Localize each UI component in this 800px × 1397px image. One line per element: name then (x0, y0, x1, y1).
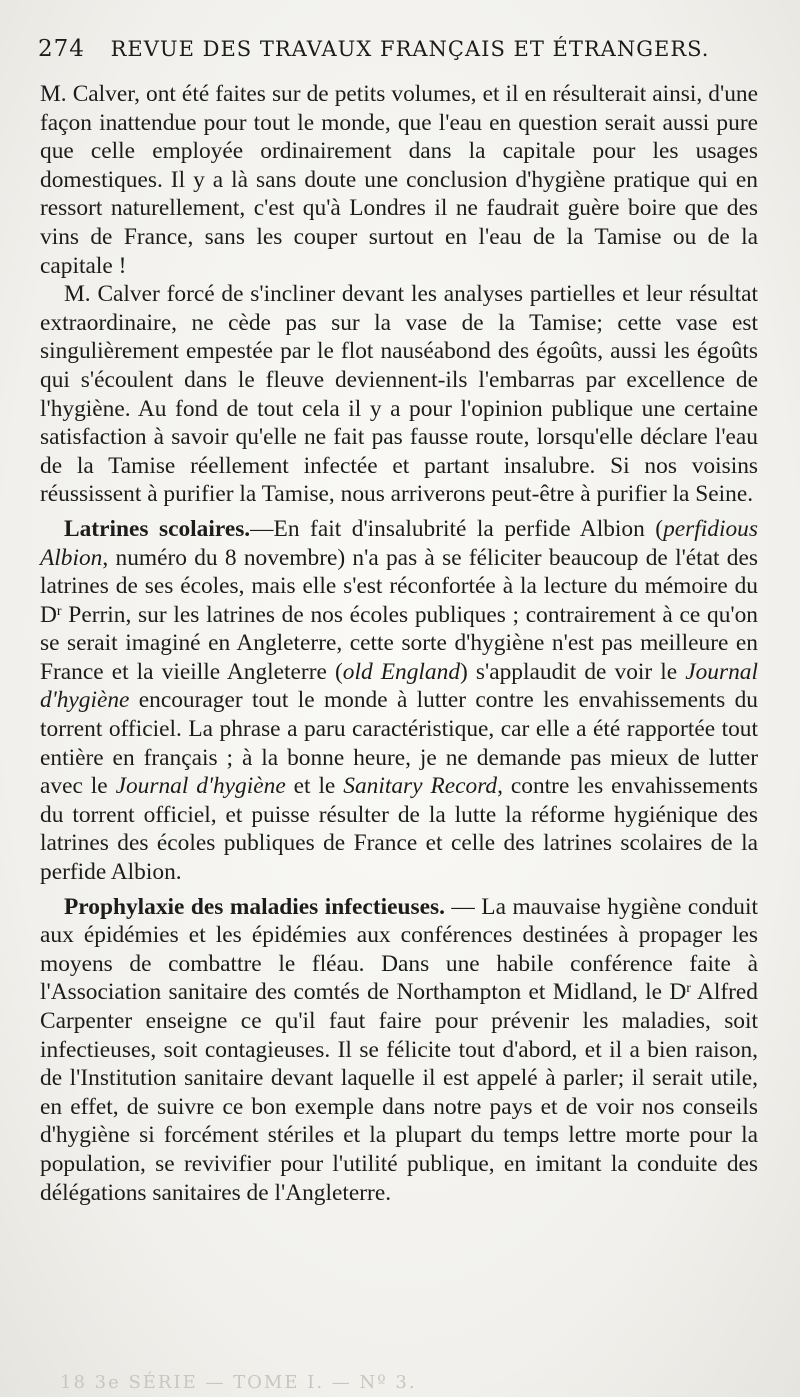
section-latrines: Latrines scolaires.—En fait d'insalubrité la perfide Albion (perfidious Albion, numéro du 8 novembre) n'a pas à se féliciter beaucoup de l'état des latrines de ses écoles, mais elle s'est réconfortée à la lecture du mémoire du $D^r$ Perrin, sur les latrines de nos écoles publiques ; contrairement à ce qu'on se serait imaginé en Angleterre, cette sorte d'hygiène n'est pas meilleure en France et la vieille Angleterre (old England) s'applaudit de voir le Journal d'hygiène encourager tout le monde à lutter contre les envahissements du torrent officiel. La phrase a paru caractéristique, car elle a été rapportée tout entière en français ; à la bonne heure, je ne demande pas mieux de lutter avec le Journal d'hygiène et le Sanitary Record, contre les envahissements du torrent officiel, et puisse résulter de la lutte la réforme hygiénique des latrines des écoles publiques de France et celle des latrines scolaires de la perfide Albion. (40, 515, 758, 886)
section-heading-prophylaxie: Prophylaxie des maladies infectieuses. (64, 893, 445, 920)
section-heading-latrines: Latrines scolaires. (64, 515, 251, 542)
running-header (38, 36, 758, 62)
header-title: REVUE DES TRAVAUX FRANÇAIS ET ÉTRANGERS. (110, 37, 710, 61)
paragraph-calver-1: M. Calver, ont été faites sur de petits volumes, et il en résulterait ainsi, d'une façon inattendue pour tout le monde, que l'eau en question serait aussi pure que celle employée ordinairement dans la capitale pour les usages domestiques. Il y a là sans doute une conclusion d'hygiène pratique qui en ressort naturellement, c'est qu'à Londres il ne faudrait guère boire que des vins de France, sans les couper surtout en l'eau de la Tamise ou de la capitale ! (40, 81, 758, 279)
bleed-through-footer: 18 3e SÉRIE — TOME I. — Nº 3. (60, 1372, 417, 1393)
page-number: 274 (38, 36, 85, 62)
paragraph-calver-2: M. Calver forcé de s'incliner devant les analyses partielles et leur résultat extraordinaire, ne cède pas sur la vase de la Tamise; cette vase est singulièrement empestée par le flot nauséabond des égoûts, aussi les égoûts qui s'écoulent dans le fleuve deviennent-ils l'embarras par excellence de l'hygiène. Au fond de tout cela il y a pour l'opinion publique une certaine satisfaction à savoir qu'elle ne fait pas fausse route, lorsqu'elle déclare l'eau de la Tamise réellement infectée et partant insalubre. Si nos voisins réussissent à purifier la Tamise, nous arriverons peut-être à purifier la Seine. (40, 281, 758, 508)
article-body (40, 80, 758, 1207)
section-prophylaxie: Prophylaxie des maladies infectieuses. — La mauvaise hygiène conduit aux épidémies et les épidémies aux conférences destinées à propager les moyens de combattre le fléau. Dans une habile conférence faite à l'Association sanitaire des comtés de Northampton et Midland, le $D^r$ Alfred Carpenter enseigne ce qu'il faut faire pour prévenir les maladies, soit infectieuses, soit contagieuses. Il se félicite tout d'abord, et il a bien raison, de l'Institution sanitaire devant laquelle il est appelé à parler; il serait utile, en effet, de suivre ce bon exemple dans notre pays et de voir nos conseils d'hygiène si forcément stériles et la plupart du temps lettre morte pour la population, se revivifier pour l'utilité publique, en imitant la conduite des délégations sanitaires de l'Angleterre. (40, 893, 758, 1206)
